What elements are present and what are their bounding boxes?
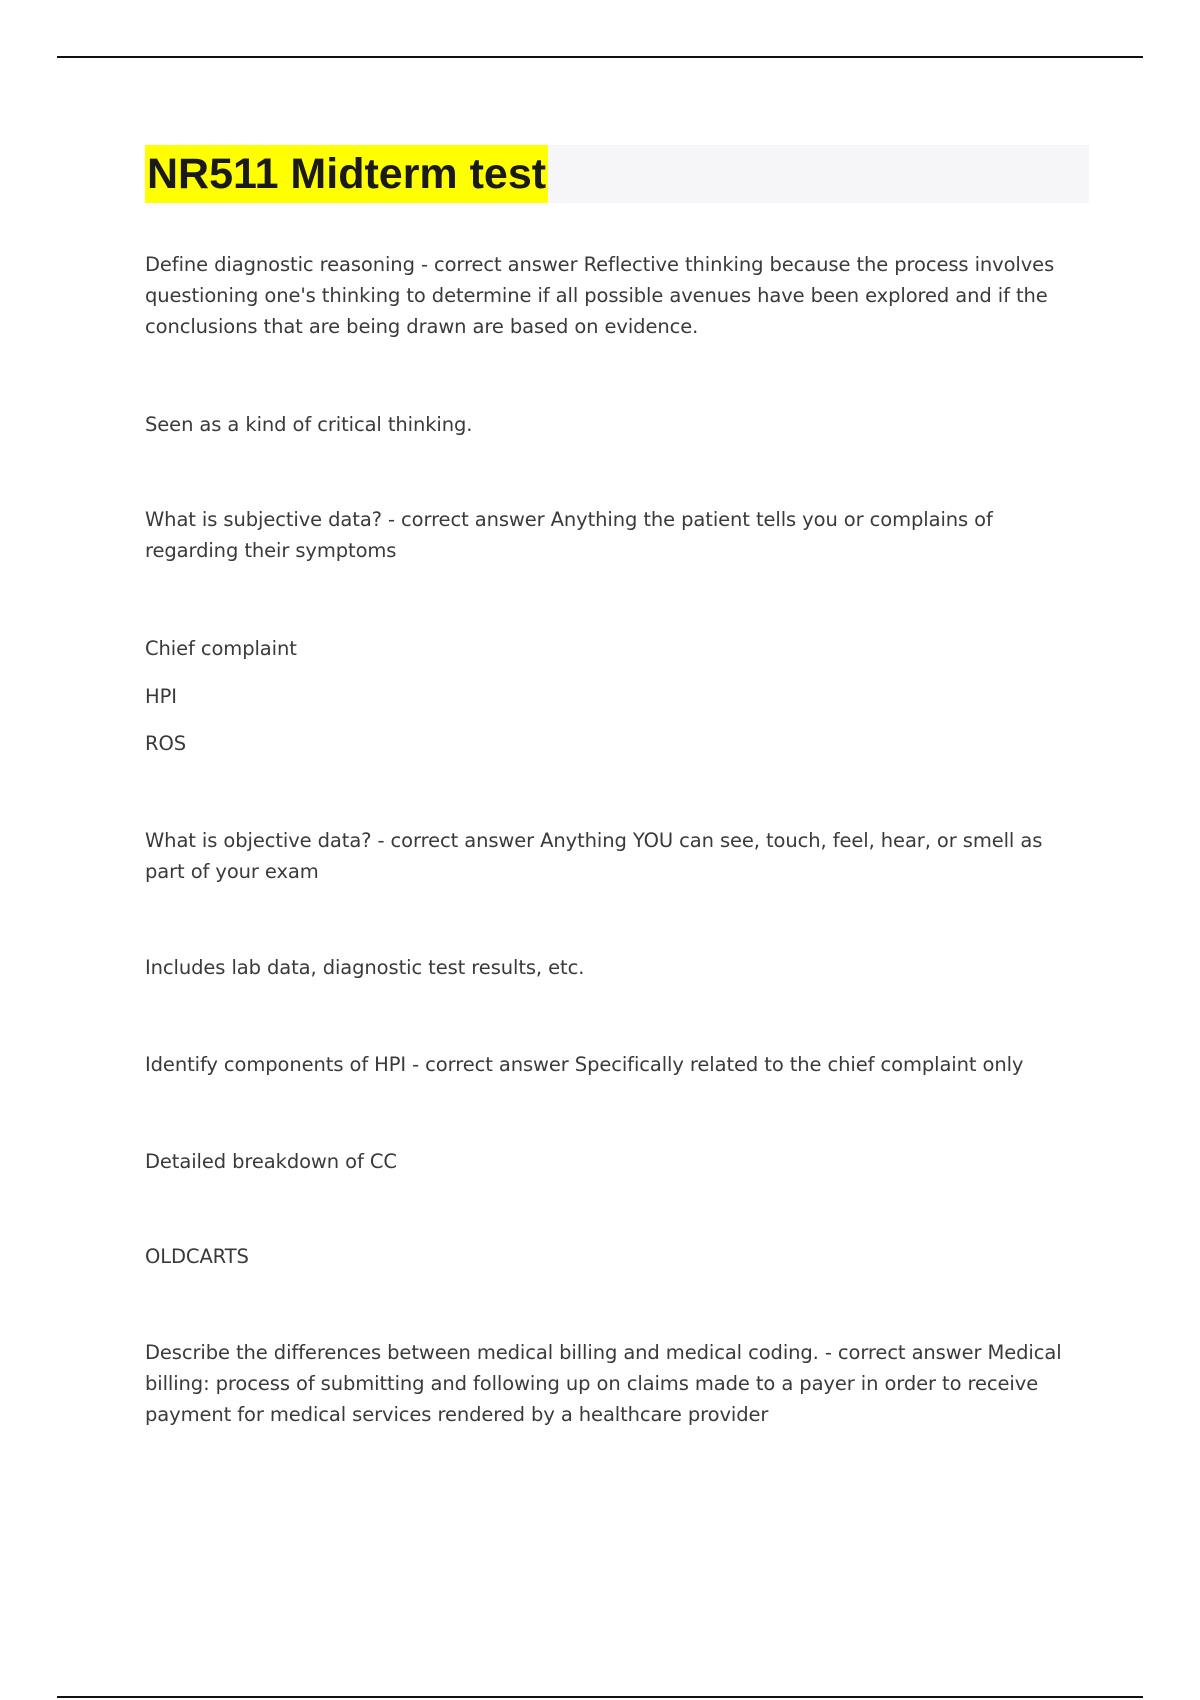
bottom-rule [57, 1696, 1143, 1698]
paragraph-objective-data: What is objective data? - correct answer Anything YOU can see, touch, feel, hear, or smell as part of your exam [145, 829, 1043, 883]
paragraph-oldcarts: OLDCARTS [145, 1245, 249, 1268]
paragraph-diagnostic-reasoning: Define diagnostic reasoning - correct answer Reflective thinking because the process involves questioning one's thinking to determine if all possible avenues have been explored and if the conclusions that are being drawn are based on evidence. [145, 253, 1055, 338]
top-rule [57, 56, 1143, 58]
paragraph-hpi-components: Identify components of HPI - correct answer Specifically related to the chief complaint only [145, 1053, 1024, 1076]
paragraph-chief-complaint: Chief complaint [145, 637, 297, 660]
paragraph-billing-coding: Describe the differences between medical billing and medical coding. - correct answer Medical billing: process of submitting and following up on claims made to a payer in order to receive payment for medical services rendered by a healthcare provider [145, 1341, 1062, 1426]
paragraph-hpi: HPI [145, 685, 177, 708]
paragraph-ros: ROS [145, 732, 186, 755]
paragraph-lab-data: Includes lab data, diagnostic test results, etc. [145, 956, 585, 979]
paragraph-cc-breakdown: Detailed breakdown of CC [145, 1150, 397, 1173]
paragraph-subjective-data: What is subjective data? - correct answer Anything the patient tells you or complains of regarding their symptoms [145, 508, 993, 562]
paragraph-critical-thinking: Seen as a kind of critical thinking. [145, 413, 473, 436]
document-title: NR511 Midterm test [145, 145, 548, 203]
